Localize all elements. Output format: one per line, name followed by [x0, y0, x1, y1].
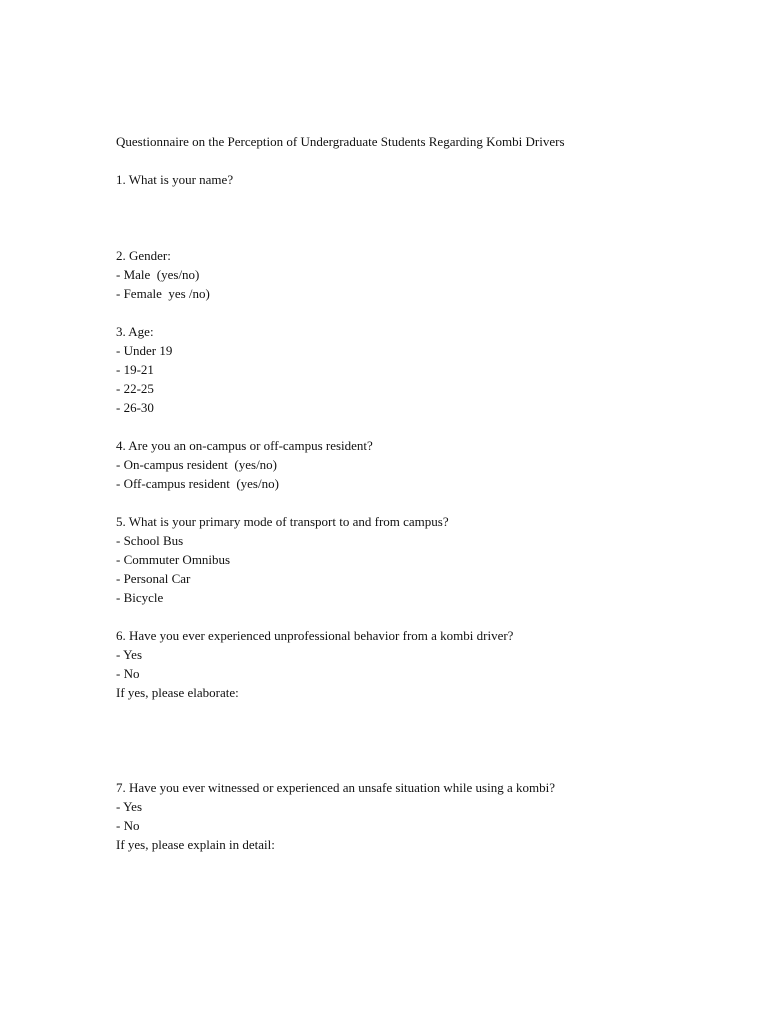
option-3-26-30: - 26-30 [116, 400, 154, 415]
question-1: 1. What is your name? [116, 172, 234, 187]
document-title: Questionnaire on the Perception of Undergraduate Students Regarding Kombi Drivers [116, 134, 565, 149]
option-2-male: - Male (yes/no) [116, 267, 200, 282]
question-2: 2. Gender: [116, 248, 171, 263]
spacer [116, 417, 716, 436]
option-2-female: - Female yes /no) [116, 286, 210, 301]
spacer [116, 493, 716, 512]
option-3-22-25: - 22-25 [116, 381, 154, 396]
question-7: 7. Have you ever witnessed or experienced an unsafe situation while using a kombi? [116, 780, 555, 795]
option-5-bicycle: - Bicycle [116, 590, 164, 605]
option-4-on-campus: - On-campus resident (yes/no) [116, 457, 278, 472]
option-4-off-campus: - Off-campus resident (yes/no) [116, 476, 279, 491]
answer-space-6 [116, 702, 716, 778]
option-6-no: - No [116, 666, 140, 681]
option-3-19-21: - 19-21 [116, 362, 154, 377]
option-5-personal-car: - Personal Car [116, 571, 191, 586]
option-6-yes: - Yes [116, 647, 143, 662]
option-5-commuter-omnibus: - Commuter Omnibus [116, 552, 231, 567]
spacer [116, 607, 716, 626]
option-7-no: - No [116, 818, 140, 833]
answer-space-1 [116, 189, 716, 246]
spacer [116, 303, 716, 322]
question-3: 3. Age: [116, 324, 154, 339]
question-6: 6. Have you ever experienced unprofessional behavior from a kombi driver? [116, 628, 514, 643]
option-3-under-19: - Under 19 [116, 343, 173, 358]
question-4: 4. Are you an on-campus or off-campus resident? [116, 438, 373, 453]
followup-7: If yes, please explain in detail: [116, 837, 275, 852]
option-7-yes: - Yes [116, 799, 143, 814]
followup-6: If yes, please elaborate: [116, 685, 239, 700]
questionnaire [116, 132, 716, 854]
question-5: 5. What is your primary mode of transport to and from campus? [116, 514, 449, 529]
spacer [116, 151, 716, 170]
option-5-school-bus: - School Bus [116, 533, 184, 548]
